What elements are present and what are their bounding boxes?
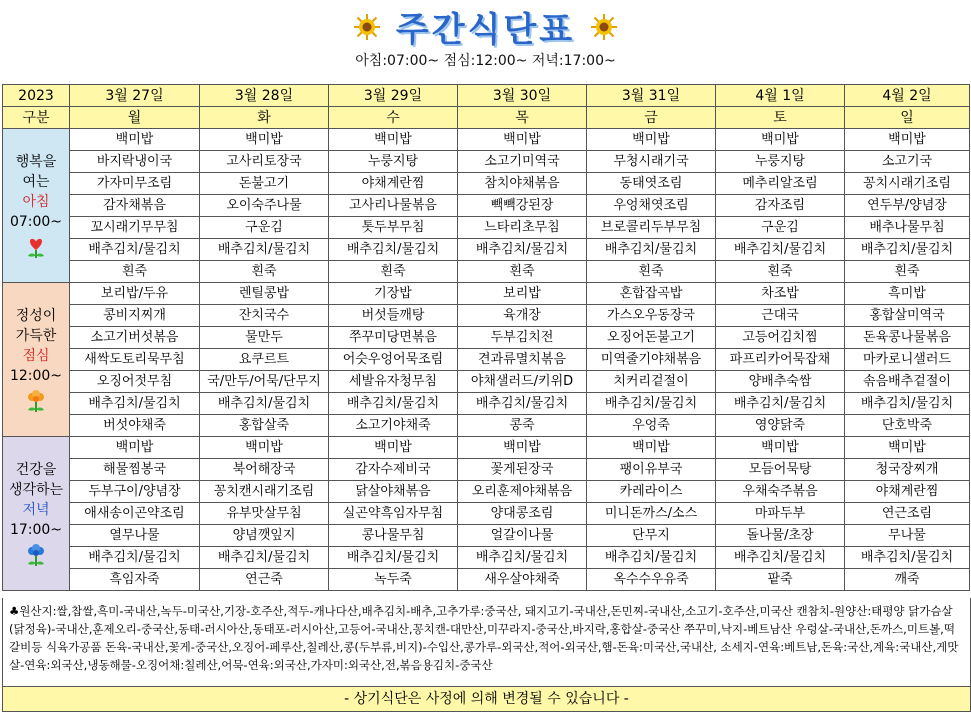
menu-item: 차조밥 — [716, 283, 845, 305]
menu-item: 배추김치/물김치 — [70, 547, 200, 569]
menu-item: 무나물 — [845, 525, 970, 547]
date-cell: 3월 29일 — [329, 85, 458, 107]
menu-item: 연근조림 — [845, 503, 970, 525]
date-cell: 4월 2일 — [845, 85, 970, 107]
menu-item: 백미밥 — [458, 437, 587, 459]
menu-item: 흰죽 — [845, 261, 970, 283]
menu-item: 쭈꾸미당면볶음 — [329, 327, 458, 349]
date-row — [3, 85, 970, 107]
menu-item: 백미밥 — [587, 129, 716, 151]
menu-item: 미니돈까스/소스 — [587, 503, 716, 525]
menu-item: 배추김치/물김치 — [587, 393, 716, 415]
weekday-cell: 목 — [458, 107, 587, 129]
date-cell: 3월 27일 — [70, 85, 200, 107]
menu-item: 단호박죽 — [845, 415, 970, 437]
weekday-cell: 금 — [587, 107, 716, 129]
menu-item: 북어해장국 — [200, 459, 329, 481]
meal-name: 점심 — [22, 347, 50, 364]
menu-item: 팥죽 — [716, 569, 845, 591]
menu-row — [3, 217, 970, 239]
meal-phrase-line2: 가득한 — [15, 327, 57, 344]
menu-item: 우채숙주볶음 — [716, 481, 845, 503]
menu-item: 애새송이곤약조림 — [70, 503, 200, 525]
menu-item: 꽁치시래기조림 — [845, 173, 970, 195]
menu-item: 가스오우동장국 — [587, 305, 716, 327]
menu-item: 얼갈이나물 — [458, 525, 587, 547]
meal-name: 저녁 — [22, 501, 50, 518]
menu-item: 흑미밥 — [845, 283, 970, 305]
menu-item: 백미밥 — [587, 437, 716, 459]
meal-phrase-line2: 여는 — [22, 173, 50, 190]
meal-time: 07:00~ — [9, 213, 63, 230]
menu-row — [3, 481, 970, 503]
menu-item: 배추나물무침 — [845, 217, 970, 239]
menu-item: 해물찜봉국 — [70, 459, 200, 481]
menu-item: 양배추숙쌈 — [716, 371, 845, 393]
menu-item: 백미밥 — [70, 437, 200, 459]
menu-item: 배추김치/물김치 — [716, 239, 845, 261]
menu-item: 꼬시래기무무침 — [70, 217, 200, 239]
weekday-cell: 수 — [329, 107, 458, 129]
menu-item: 구운김 — [716, 217, 845, 239]
meal-time: 12:00~ — [9, 367, 63, 384]
menu-item: 새싹도토리묵무침 — [70, 349, 200, 371]
menu-item: 흰죽 — [200, 261, 329, 283]
year-cell: 2023 — [3, 85, 70, 107]
menu-item: 백미밥 — [845, 129, 970, 151]
menu-item: 백미밥 — [329, 437, 458, 459]
menu-item: 홍합살죽 — [200, 415, 329, 437]
menu-item: 백미밥 — [716, 129, 845, 151]
menu-item: 파프리카어묵잡채 — [716, 349, 845, 371]
menu-item: 감자채볶음 — [70, 195, 200, 217]
menu-row — [3, 173, 970, 195]
menu-item: 연두부/양념장 — [845, 195, 970, 217]
menu-item: 꽁치캔시래기조림 — [200, 481, 329, 503]
menu-item: 견과류멸치볶음 — [458, 349, 587, 371]
menu-item: 혼합잡곡밥 — [587, 283, 716, 305]
menu-item: 기장밥 — [329, 283, 458, 305]
menu-row — [3, 393, 970, 415]
sun-icon — [353, 13, 381, 41]
menu-item: 배추김치/물김치 — [845, 547, 970, 569]
lunch-label-cell — [3, 283, 70, 437]
menu-item: 톳두부무침 — [329, 217, 458, 239]
menu-item: 소고기미역국 — [458, 151, 587, 173]
menu-item: 보리밥 — [458, 283, 587, 305]
menu-item: 배추김치/물김치 — [587, 239, 716, 261]
menu-item: 배추김치/물김치 — [458, 393, 587, 415]
menu-item: 콩비지찌개 — [70, 305, 200, 327]
menu-row — [3, 459, 970, 481]
menu-item: 소고기야채죽 — [329, 415, 458, 437]
menu-row — [3, 129, 970, 151]
menu-item: 근대국 — [716, 305, 845, 327]
menu-item: 배추김치/물김치 — [587, 547, 716, 569]
menu-item: 고사리나물볶음 — [329, 195, 458, 217]
menu-item: 카레라이스 — [587, 481, 716, 503]
meal-time: 17:00~ — [9, 521, 63, 538]
page-title: 주간식단표 — [395, 10, 576, 50]
menu-item: 돌나물/초장 — [716, 525, 845, 547]
menu-item: 배추김치/물김치 — [845, 239, 970, 261]
menu-item: 소고기버섯볶음 — [70, 327, 200, 349]
orange-flower-icon — [24, 390, 48, 414]
menu-item: 무청시래기국 — [587, 151, 716, 173]
menu-item: 오징어돈불고기 — [587, 327, 716, 349]
menu-row — [3, 261, 970, 283]
menu-item: 바지락냉이국 — [70, 151, 200, 173]
menu-row — [3, 503, 970, 525]
meal-phrase-line2: 생각하는 — [8, 481, 64, 498]
menu-row — [3, 437, 970, 459]
menu-item: 버섯들깨탕 — [329, 305, 458, 327]
menu-item: 영양닭죽 — [716, 415, 845, 437]
menu-item: 느타리초무침 — [458, 217, 587, 239]
menu-item: 팽이유부국 — [587, 459, 716, 481]
menu-item: 우엉채엿조림 — [587, 195, 716, 217]
menu-item: 우엉죽 — [587, 415, 716, 437]
menu-item: 미역줄기야채볶음 — [587, 349, 716, 371]
menu-item: 요쿠르트 — [200, 349, 329, 371]
menu-item: 어슷우엉어묵조림 — [329, 349, 458, 371]
menu-item: 유부맛살무침 — [200, 503, 329, 525]
menu-item: 보리밥/두유 — [70, 283, 200, 305]
menu-item: 닭살야채볶음 — [329, 481, 458, 503]
menu-item: 물만두 — [200, 327, 329, 349]
menu-item: 청국장찌개 — [845, 459, 970, 481]
menu-item: 오리훈제야채볶음 — [458, 481, 587, 503]
menu-item: 잔치국수 — [200, 305, 329, 327]
menu-item: 홍합살미역국 — [845, 305, 970, 327]
menu-item: 흰죽 — [587, 261, 716, 283]
menu-item: 육개장 — [458, 305, 587, 327]
meal-name: 아침 — [22, 193, 50, 210]
menu-row — [3, 239, 970, 261]
menu-item: 마카로니샐러드 — [845, 349, 970, 371]
menu-item: 동태엿조림 — [587, 173, 716, 195]
menu-item: 모듬어묵탕 — [716, 459, 845, 481]
menu-item: 돈불고기 — [200, 173, 329, 195]
meal-phrase-line1: 건강을 — [15, 461, 57, 478]
menu-row — [3, 283, 970, 305]
menu-item: 빽빽강된장 — [458, 195, 587, 217]
menu-item: 두부김치전 — [458, 327, 587, 349]
menu-row — [3, 415, 970, 437]
menu-row — [3, 569, 970, 591]
menu-item: 참치야채볶음 — [458, 173, 587, 195]
menu-item: 세발유자청무침 — [329, 371, 458, 393]
menu-item: 백미밥 — [200, 129, 329, 151]
menu-item: 고등어김치찜 — [716, 327, 845, 349]
title-row — [0, 2, 971, 51]
menu-item: 오징어젓무침 — [70, 371, 200, 393]
heart-flower-icon — [24, 236, 48, 260]
menu-item: 백미밥 — [458, 129, 587, 151]
menu-item: 실곤약흑임자무침 — [329, 503, 458, 525]
menu-item: 콩죽 — [458, 415, 587, 437]
menu-item: 배추김치/물김치 — [458, 239, 587, 261]
menu-item: 누룽지탕 — [329, 151, 458, 173]
date-cell: 3월 31일 — [587, 85, 716, 107]
menu-item: 흰죽 — [458, 261, 587, 283]
menu-row — [3, 327, 970, 349]
menu-item: 배추김치/물김치 — [70, 393, 200, 415]
sun-icon — [590, 13, 618, 41]
menu-item: 배추김치/물김치 — [845, 393, 970, 415]
menu-item: 백미밥 — [845, 437, 970, 459]
menu-row — [3, 305, 970, 327]
menu-item: 새우살야채죽 — [458, 569, 587, 591]
menu-item: 누룽지탕 — [716, 151, 845, 173]
menu-item: 배추김치/물김치 — [329, 393, 458, 415]
meal-phrase-line1: 행복을 — [15, 153, 57, 170]
menu-item: 야채계란찜 — [329, 173, 458, 195]
menu-item: 두부구이/양념장 — [70, 481, 200, 503]
blue-flower-icon — [24, 544, 48, 568]
menu-item: 꽃게된장국 — [458, 459, 587, 481]
menu-item: 버섯야채죽 — [70, 415, 200, 437]
menu-item: 배추김치/물김치 — [200, 547, 329, 569]
menu-item: 배추김치/물김치 — [458, 547, 587, 569]
menu-item: 연근죽 — [200, 569, 329, 591]
menu-item: 양대콩조림 — [458, 503, 587, 525]
date-cell: 3월 30일 — [458, 85, 587, 107]
menu-item: 백미밥 — [70, 129, 200, 151]
menu-item: 야채샐러드/키위D — [458, 371, 587, 393]
menu-item: 솎음배추겉절이 — [845, 371, 970, 393]
menu-item: 배추김치/물김치 — [329, 547, 458, 569]
date-cell: 3월 28일 — [200, 85, 329, 107]
menu-item: 배추김치/물김치 — [200, 239, 329, 261]
menu-item: 치커리겉절이 — [587, 371, 716, 393]
dinner-label-cell — [3, 437, 70, 591]
weekday-cell: 화 — [200, 107, 329, 129]
menu-item: 소고기국 — [845, 151, 970, 173]
menu-item: 구운김 — [200, 217, 329, 239]
menu-item: 단무지 — [587, 525, 716, 547]
weekday-row — [3, 107, 970, 129]
menu-item: 콩나물무침 — [329, 525, 458, 547]
change-notice: - 상기식단은 사정에 의해 변경될 수 있습니다 - — [2, 686, 971, 712]
menu-item: 가자미무조림 — [70, 173, 200, 195]
menu-item: 배추김치/물김치 — [200, 393, 329, 415]
weekday-cell: 토 — [716, 107, 845, 129]
menu-item: 감자수제비국 — [329, 459, 458, 481]
menu-table — [2, 84, 970, 591]
menu-item: 흰죽 — [716, 261, 845, 283]
menu-row — [3, 547, 970, 569]
menu-item: 배추김치/물김치 — [70, 239, 200, 261]
date-cell: 4월 1일 — [716, 85, 845, 107]
menu-item: 국/만두/어묵/단무지 — [200, 371, 329, 393]
origin-note: ♣원산지:쌀,찹쌀,흑미-국내산,녹두-미국산,기장-호주산,적두-캐나다산,배추김치-배추,고추가루:중국산, 돼지고기-국내산,돈민찌-국내산,소고기-호주산,미국산 캔참치-원양산:태평양 닭가슴살(닭정육)-국내산,훈제오리-중국산,동태-러시아산,동태포-러시아산,고등어-국내산,꽁치캔-대만산,미꾸라지-중국산,바지락,홍합살-중국산 쭈꾸미,낙지-베트남산 우렁살-국내산,돈까스,미트볼,떡갈비등 식육가공품 돈육-국내산,꽃게-중국산,오징어-페루산,칠레산,콩(두부류,비지)-수입산,콩가루-외국산,적어-외국산,햄-돈육:미국산,국내산, 소세지-연육:베트남,돈육:국산,계육:국내산,게맛살-연육:외국산,냉동해물-오징어채:칠레산,어묵-연육:외국산,가자미:외국산,전,볶음용김치-중국산 — [2, 598, 971, 695]
menu-item: 배추김치/물김치 — [716, 393, 845, 415]
menu-item: 배추김치/물김치 — [716, 547, 845, 569]
menu-item: 깨죽 — [845, 569, 970, 591]
menu-item: 렌틸콩밥 — [200, 283, 329, 305]
menu-item: 배추김치/물김치 — [329, 239, 458, 261]
menu-item: 백미밥 — [716, 437, 845, 459]
meal-phrase-line1: 정성이 — [15, 307, 57, 324]
weekday-cell: 일 — [845, 107, 970, 129]
menu-item: 흑임자죽 — [70, 569, 200, 591]
menu-item: 돈육콩나물볶음 — [845, 327, 970, 349]
menu-item: 흰죽 — [70, 261, 200, 283]
menu-item: 메추리알조림 — [716, 173, 845, 195]
menu-item: 양념깻잎지 — [200, 525, 329, 547]
menu-item: 오이숙주나물 — [200, 195, 329, 217]
breakfast-label-cell — [3, 129, 70, 283]
menu-item: 백미밥 — [329, 129, 458, 151]
menu-item: 열무나물 — [70, 525, 200, 547]
menu-row — [3, 371, 970, 393]
menu-item: 야채계란찜 — [845, 481, 970, 503]
menu-row — [3, 195, 970, 217]
menu-row — [3, 349, 970, 371]
category-cell: 구분 — [3, 107, 70, 129]
meal-times: 아침:07:00~ 점심:12:00~ 저녁:17:00~ — [355, 53, 616, 69]
menu-item: 고사리토장국 — [200, 151, 329, 173]
menu-item: 옥수수우유죽 — [587, 569, 716, 591]
header — [0, 0, 971, 82]
menu-item: 녹두죽 — [329, 569, 458, 591]
menu-item: 감자조림 — [716, 195, 845, 217]
menu-item: 백미밥 — [200, 437, 329, 459]
menu-row — [3, 525, 970, 547]
menu-item: 흰죽 — [329, 261, 458, 283]
menu-row — [3, 151, 970, 173]
weekday-cell: 월 — [70, 107, 200, 129]
menu-item: 마파두부 — [716, 503, 845, 525]
menu-item: 브로콜리두부무침 — [587, 217, 716, 239]
